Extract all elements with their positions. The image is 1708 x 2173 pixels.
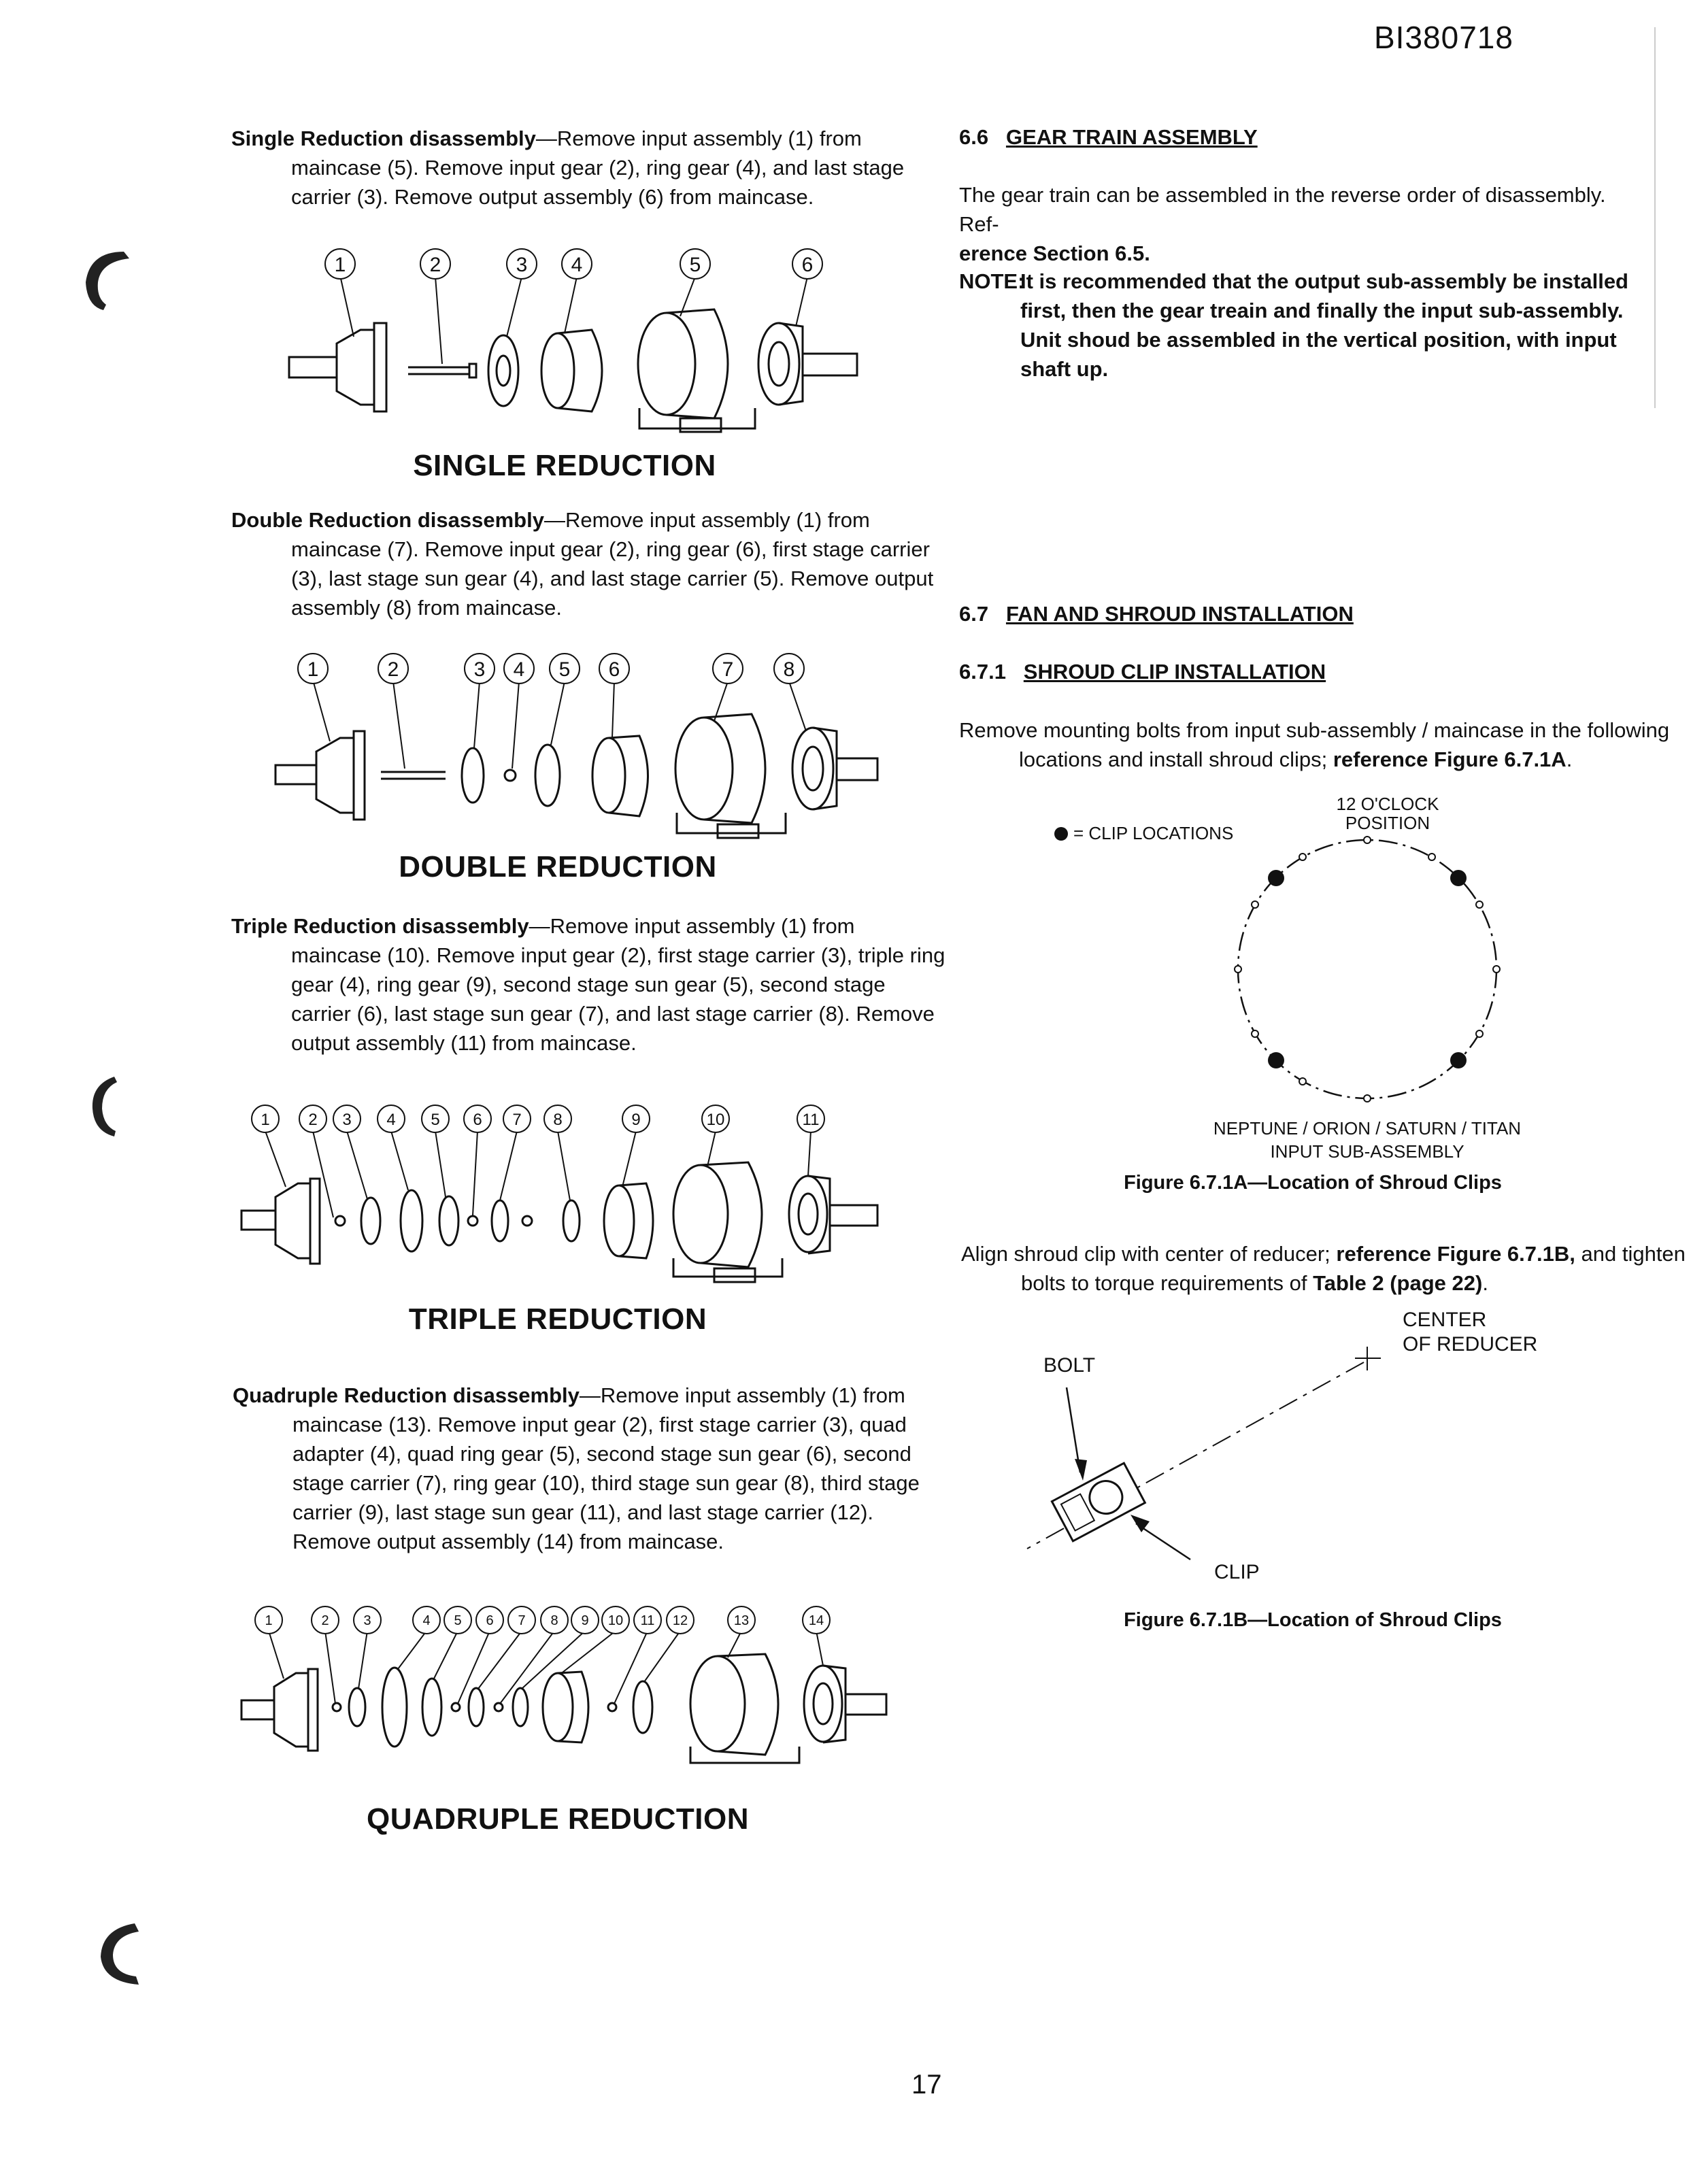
align-figure-reference: reference Figure 6.7.1B, xyxy=(1336,1242,1575,1266)
align-text-2: and tighten bolts to torque requirements of xyxy=(1021,1242,1686,1295)
figure-6-7-1a-caption: Figure 6.7.1A—Location of Shroud Clips xyxy=(1124,1172,1502,1194)
callout-label: 7 xyxy=(518,1613,526,1628)
legend-text: = CLIP LOCATIONS xyxy=(1073,823,1234,843)
binder-hole-mark-bottom xyxy=(94,1919,155,1987)
callout-label: 3 xyxy=(342,1111,352,1129)
align-text-3: . xyxy=(1482,1271,1488,1295)
double-reduction-lead: Double Reduction disassembly xyxy=(231,508,544,532)
callout-label: 7 xyxy=(512,1111,522,1129)
align-table-reference: Table 2 (page 22) xyxy=(1313,1271,1483,1295)
callout-label: 3 xyxy=(363,1613,371,1628)
align-text-1: Align shroud clip with center of reducer; xyxy=(961,1242,1337,1266)
figure-reference: reference Figure 6.7.1A xyxy=(1333,747,1567,771)
section-6-7-1-body xyxy=(959,715,1706,774)
callout-label: 3 xyxy=(516,254,528,276)
binder-hole-mark-top xyxy=(76,245,144,313)
figure-6-7-1b xyxy=(1020,1302,1578,1595)
section-title: GEAR TRAIN ASSEMBLY xyxy=(1005,125,1258,149)
single-reduction-diagram xyxy=(279,241,877,445)
callout-label: 6 xyxy=(801,254,814,276)
section-6-7-heading xyxy=(959,602,1354,626)
double-reduction-paragraph xyxy=(231,505,944,622)
double-reduction-diagram xyxy=(269,646,894,850)
callout-label: 9 xyxy=(631,1111,641,1129)
callout-label: 1 xyxy=(307,658,319,681)
page-number: 17 xyxy=(911,2070,942,2100)
callout-label: 5 xyxy=(454,1613,462,1628)
callout-label: 2 xyxy=(321,1613,329,1628)
callout-label: 10 xyxy=(607,1613,624,1628)
section-6-6-body xyxy=(959,180,1646,268)
triple-reduction-paragraph xyxy=(231,911,948,1058)
callout-label: 6 xyxy=(473,1111,482,1129)
quadruple-reduction-lead: Quadruple Reduction disassembly xyxy=(233,1383,580,1407)
quadruple-reduction-title: QUADRUPLE REDUCTION xyxy=(367,1802,749,1836)
triple-reduction-title: TRIPLE REDUCTION xyxy=(408,1302,707,1336)
callout-label: 1 xyxy=(261,1111,270,1129)
double-reduction-title: DOUBLE REDUCTION xyxy=(399,850,717,883)
callout-label: 2 xyxy=(387,658,399,681)
callout-label: 13 xyxy=(733,1613,750,1628)
body-line-1: The gear train can be assembled in the reverse order of disassembly. Ref- xyxy=(959,183,1606,236)
callout-label: 4 xyxy=(571,254,583,276)
bolt-label: BOLT xyxy=(1043,1354,1096,1377)
note-body: It is recommended that the output sub-assembly be installed first, then the gear treain and finally the input sub-assembly. Unit shoud be assembled in the vertical position, with input shaft up. xyxy=(1020,269,1628,381)
callout-label: 10 xyxy=(706,1111,725,1129)
callout-label: 8 xyxy=(783,658,795,681)
callout-label: 3 xyxy=(473,658,486,681)
single-reduction-title: SINGLE REDUCTION xyxy=(413,449,716,482)
callout-label: 4 xyxy=(422,1613,431,1628)
callout-label: 5 xyxy=(431,1111,440,1129)
section-number: 6.7 xyxy=(959,602,989,626)
callout-label: 2 xyxy=(308,1111,318,1129)
quadruple-reduction-diagram xyxy=(241,1598,901,1768)
triple-reduction-diagram xyxy=(238,1098,898,1296)
single-reduction-body: —Remove input assembly (1) from maincase (5). Remove input gear (2), ring gear (4), and last stage carrier (3). Remove output assembly (6) from maincase. xyxy=(291,127,905,209)
callout-label: 6 xyxy=(608,658,620,681)
subassembly-line-2: INPUT SUB-ASSEMBLY xyxy=(1270,1141,1464,1162)
callout-label: 11 xyxy=(640,1613,655,1628)
clock-line-2: POSITION xyxy=(1345,813,1430,833)
clip-dot-icon xyxy=(1054,827,1068,841)
triple-reduction-body: —Remove input assembly (1) from maincase (10). Remove input gear (2), first stage carrier (3), triple ring gear (4), ring gear (9), second stage sun gear (5), second stage carrier (6), last stage sun gear (7), and last stage carrier (8). Remove output assembly (11) from maincase. xyxy=(291,914,945,1055)
callout-label: 1 xyxy=(265,1613,273,1628)
callout-label: 8 xyxy=(550,1613,558,1628)
callout-label: 8 xyxy=(553,1111,563,1129)
body-line-2: erence Section 6.5. xyxy=(959,241,1150,265)
section-title: FAN AND SHROUD INSTALLATION xyxy=(1005,602,1354,626)
callout-label: 14 xyxy=(808,1613,824,1628)
clip-label: CLIP xyxy=(1214,1561,1260,1583)
callout-label: 4 xyxy=(513,658,525,681)
clip-alignment-diagram xyxy=(1020,1302,1578,1588)
callout-label: 11 xyxy=(802,1111,820,1129)
bolt-circle-diagram xyxy=(1211,833,1524,1105)
callout-label: 9 xyxy=(581,1613,589,1628)
quadruple-reduction-paragraph xyxy=(233,1381,949,1556)
align-paragraph xyxy=(961,1239,1708,1298)
figure-6-7-1b-caption: Figure 6.7.1B—Location of Shroud Clips xyxy=(1124,1609,1502,1631)
section-6-6-heading xyxy=(959,125,1258,150)
callout-label: 5 xyxy=(558,658,571,681)
body-end: . xyxy=(1566,747,1573,771)
section-6-7-1-heading xyxy=(959,660,1326,684)
callout-label: 4 xyxy=(386,1111,396,1129)
document-id: BI380718 xyxy=(1374,20,1513,55)
section-6-6-note xyxy=(959,267,1646,384)
note-label: NOTE: xyxy=(959,269,1025,293)
subassembly-line-1: NEPTUNE / ORION / SATURN / TITAN xyxy=(1213,1118,1522,1139)
quadruple-reduction-body: —Remove input assembly (1) from maincase (13). Remove input gear (2), first stage carrier (3), quad adapter (4), quad ring gear (5), second stage sun gear (6), second stage carrier (7), ring gear (10), third stage sun gear (8), third stage carrier (9), last stage sun gear (11), and last stage carrier (12). Remove output assembly (14) from maincase. xyxy=(292,1383,920,1553)
callout-label: 5 xyxy=(689,254,701,276)
clock-line-1: 12 O'CLOCK xyxy=(1336,794,1439,814)
figure-6-7-1a xyxy=(1048,789,1564,1183)
callout-label: 7 xyxy=(722,658,734,681)
single-reduction-paragraph xyxy=(231,124,944,212)
scan-edge-rule xyxy=(1654,27,1656,408)
section-title: SHROUD CLIP INSTALLATION xyxy=(1023,660,1326,684)
clip-legend xyxy=(1054,823,1233,844)
binder-hole-mark-middle xyxy=(80,1071,128,1139)
triple-reduction-lead: Triple Reduction disassembly xyxy=(231,914,529,938)
center-line-2: OF REDUCER xyxy=(1403,1333,1538,1355)
body-text: Remove mounting bolts from input sub-assembly / maincase in the following locations and install shroud clips; xyxy=(959,718,1670,771)
callout-label: 2 xyxy=(429,254,441,276)
subassembly-label xyxy=(1177,1117,1558,1163)
center-line-1: CENTER xyxy=(1403,1309,1487,1331)
callout-label: 12 xyxy=(672,1613,688,1628)
section-number: 6.6 xyxy=(959,125,989,149)
section-number: 6.7.1 xyxy=(959,660,1006,684)
single-reduction-lead: Single Reduction disassembly xyxy=(231,127,536,150)
callout-label: 1 xyxy=(334,254,346,276)
double-reduction-body: —Remove input assembly (1) from maincase (7). Remove input gear (2), ring gear (6), first stage carrier (3), last stage sun gear (4), and last stage carrier (5). Remove output assembly (8) from maincase. xyxy=(291,508,934,620)
clock-position-label xyxy=(1286,794,1490,832)
callout-label: 6 xyxy=(486,1613,494,1628)
